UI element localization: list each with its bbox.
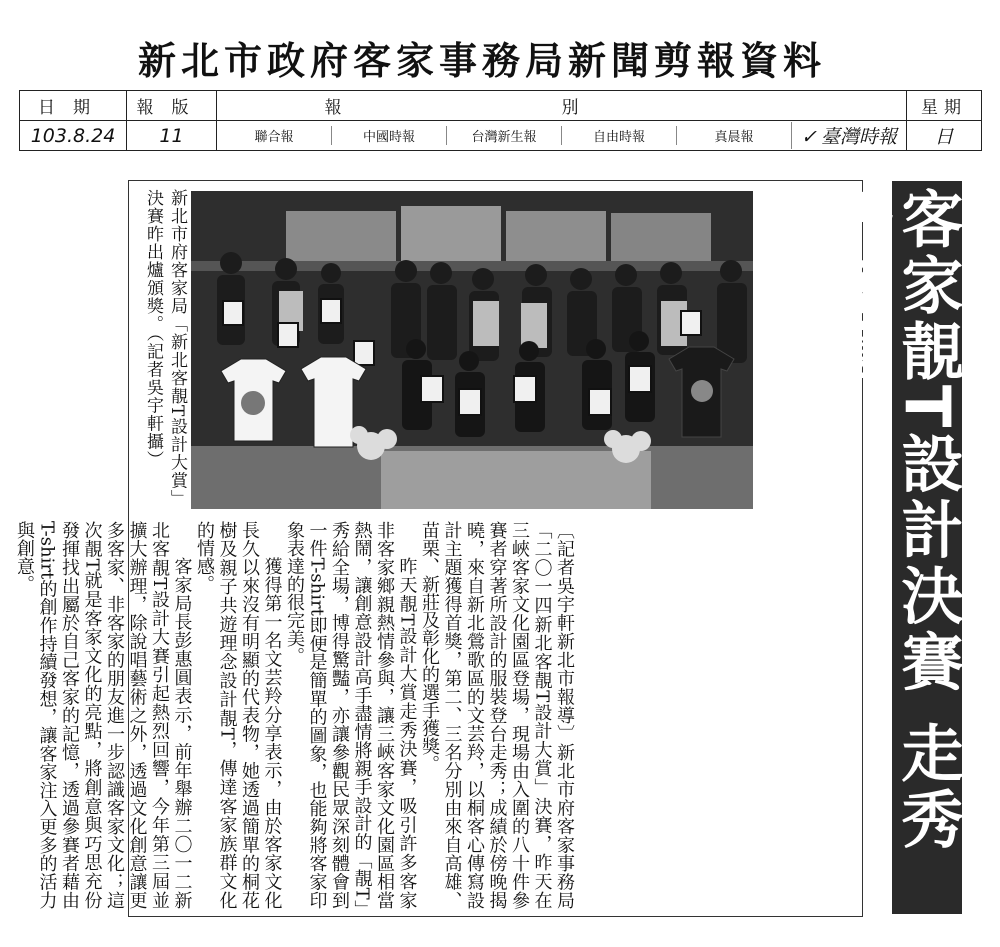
- weekday-header: 星期: [907, 91, 982, 121]
- paper-label: 台灣新生報: [471, 130, 537, 145]
- article-paragraph: 昨天靚T設計大賞走秀決賽，吸引許多客家非客家鄉親熱情參與，讓三峽客家文化園區相當熱鬧，讓創意設計高手盡情將親手設計的「靚T」秀給全場，博得驚豔，亦讓參觀民眾深刻體會到一件T-shirt即便是簡單的圖象，也能夠將客家印象表達的很完美。: [284, 521, 418, 909]
- newspaper-clipping: [14, 180, 964, 917]
- article-paragraph: 〔記者吳宇軒新北市報導〕新北市府客家事務局「二〇一四新北客靚T設計大賞」決賽，昨天在三峽客家文化園區登場，現場由入圍的八十件參賽者穿著所設計的服裝登台走秀；成績於傍晚揭曉，來自新北鶯歌區的文芸羚，以桐客心傳寫設計主題獲得首獎，第二、三名分別由來自高雄、苗栗、新莊及彰化的選手獲獎。: [419, 521, 575, 909]
- weekday-value: 日: [907, 121, 982, 151]
- page-title: 新北市政府客家事務局新聞剪報資料: [138, 38, 827, 83]
- award-ceremony-photo-image: [191, 191, 753, 509]
- date-value: 103.8.24: [20, 121, 127, 151]
- article-paragraph: 客家局長彭惠圓表示，前年舉辦二〇一二新北客靚T設計大賽引起熱烈回響，今年第三屆並擴大辦理，除說唱藝術之外，透過文化創意讓更多客家、非客家的朋友進一步認識客家文化；這次靚T就是客家文化的亮點，將創意與巧思充份發揮找出屬於自己客家的記憶，透過參賽者藉由T-shirt的創作持續發想，讓客家注入更多的活力與創意。: [14, 521, 193, 909]
- article-headline: 客家靚T設計決賽 走秀秀創意: [892, 181, 962, 914]
- paper-options: [217, 121, 907, 151]
- news-photo: [191, 191, 753, 509]
- photo-caption: 新北市府客家局「新北客靚T設計大賞」決賽昨出爐頒獎。（記者吳宇軒攝）: [143, 189, 187, 508]
- paper-option-zhenchen: [676, 126, 791, 145]
- check-mark-icon: ✓: [801, 126, 817, 148]
- article-paragraph: 獲得第一名文芸羚分享表示，由於客家文化長久以來沒有明顯的代表物，她透過簡單的桐花樹及親子共遊理念設計靚T，傳達客家族群文化的情感。: [194, 521, 283, 909]
- paper-header: 報別: [217, 91, 907, 121]
- paper-option-taiwan-times: [791, 122, 906, 149]
- paper-label: 臺灣時報: [820, 126, 897, 148]
- article-body: [14, 521, 575, 909]
- paper-option-zhongguo: [331, 126, 446, 145]
- paper-label: 聯合報: [254, 130, 294, 145]
- page-header: 報版: [127, 91, 217, 121]
- paper-label: 自由時報: [592, 130, 645, 145]
- page-value: 11: [127, 121, 217, 151]
- clipping-info-table: [19, 90, 982, 151]
- paper-option-xinsheng: [446, 126, 561, 145]
- paper-label: 真晨報: [714, 130, 754, 145]
- date-header: 日期: [20, 91, 127, 121]
- paper-label: 中國時報: [362, 130, 415, 145]
- paper-option-ziyou: [561, 126, 676, 145]
- paper-option-lianhe: [217, 126, 331, 145]
